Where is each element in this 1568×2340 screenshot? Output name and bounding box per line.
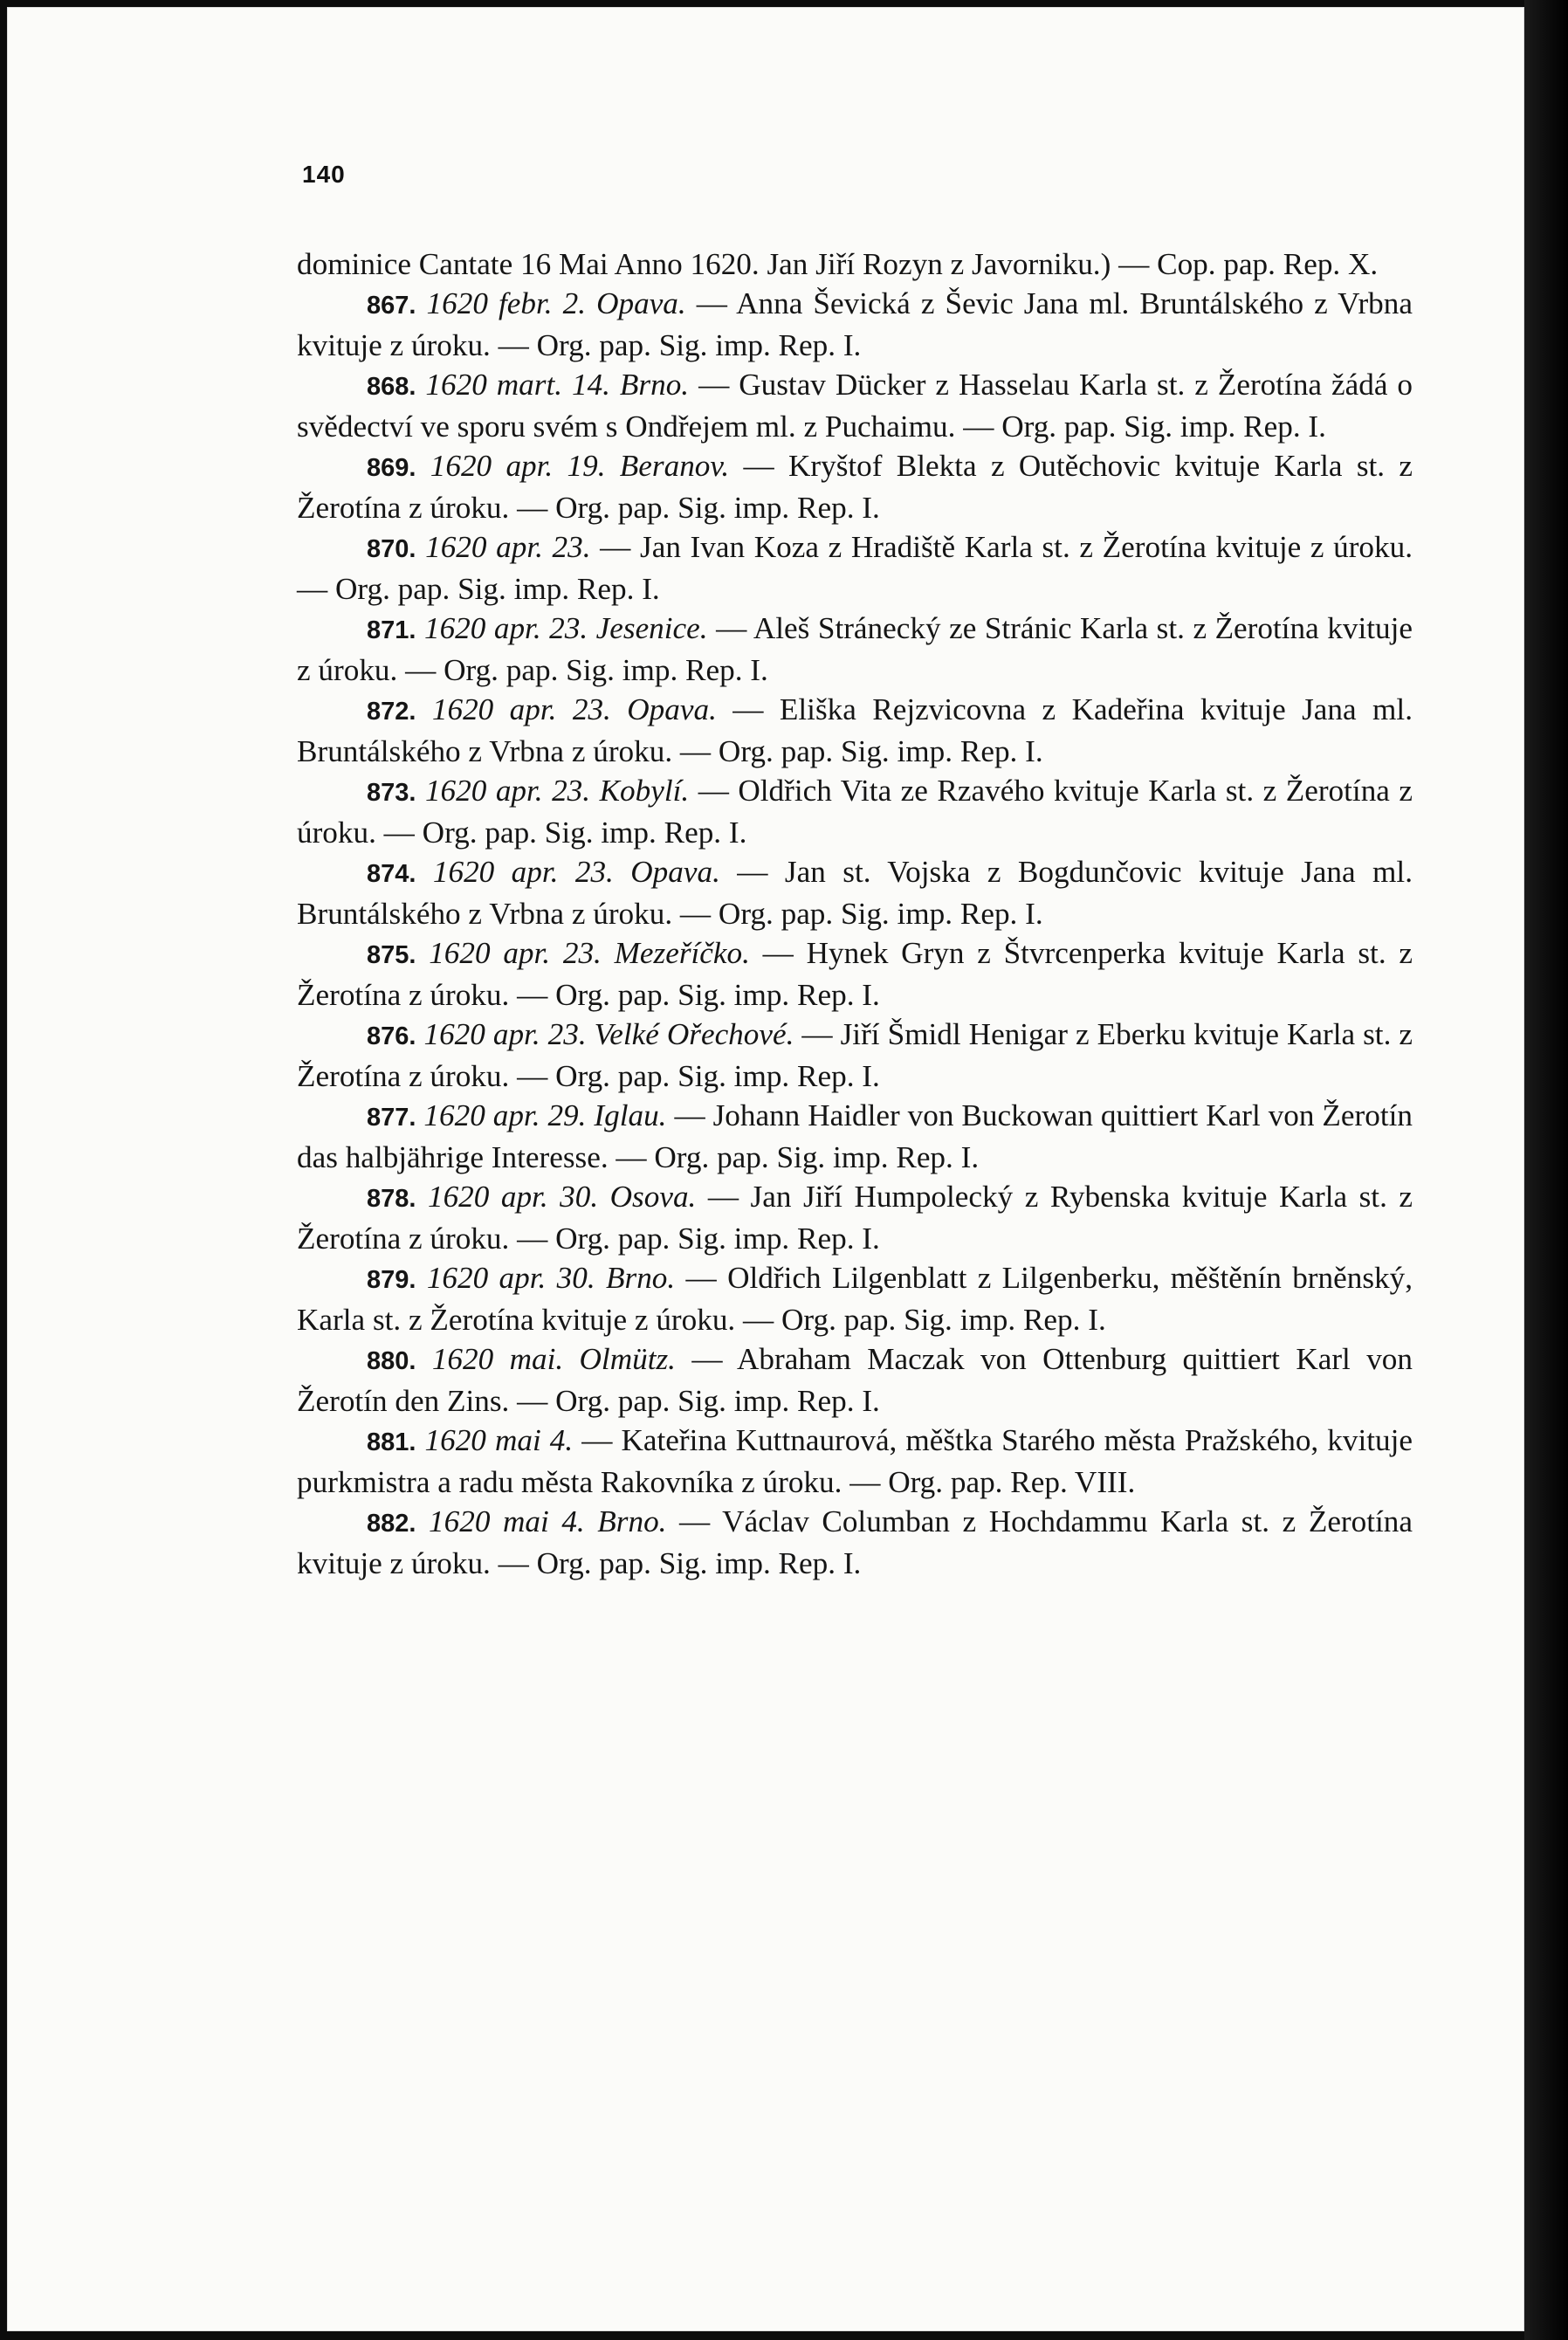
entry-text: — Anna Ševická z Ševic Jana ml. Bruntálského z Vrbna kvituje z úroku. — Org. pap. Sig. imp. Rep. I.	[297, 286, 1413, 362]
entry-text: — Jan Jiří Humpolecký z Rybenska kvituje Karla st. z Žerotína z úroku. — Org. pap. Sig. imp. Rep. I.	[297, 1180, 1413, 1256]
entry-text: — Václav Columban z Hochdammu Karla st. z Žerotína kvituje z úroku. — Org. pap. Sig. imp. Rep. I.	[297, 1504, 1413, 1580]
entry-number: 875.	[367, 941, 416, 969]
entry-878	[297, 1177, 1413, 1258]
entry-text: — Abraham Maczak von Ottenburg quittiert Karl von Žerotín den Zins. — Org. pap. Sig. imp. Rep. I.	[297, 1342, 1413, 1418]
entry-875	[297, 933, 1413, 1015]
entry-date-place: 1620 apr. 23. Kobylí.	[424, 774, 690, 808]
entry-number: 873.	[367, 779, 416, 807]
entry-number: 880.	[367, 1347, 416, 1375]
entry-874	[297, 852, 1413, 933]
entry-text: — Kateřina Kuttnaurová, měštka Starého města Pražského, kvituje purkmistra a radu města Rakovníka z úroku. — Org. pap. Rep. VIII.	[297, 1423, 1413, 1499]
entry-text: — Oldřich Vita ze Rzavého kvituje Karla st. z Žerotína z úroku. — Org. pap. Sig. imp. Rep. I.	[297, 774, 1413, 850]
scan-right-edge	[1524, 0, 1568, 2340]
entry-text: — Jiří Šmidl Henigar z Eberku kvituje Karla st. z Žerotína z úroku. — Org. pap. Sig. imp. Rep. I.	[297, 1017, 1413, 1093]
entry-text: — Eliška Rejzvicovna z Kadeřina kvituje Jana ml. Bruntálského z Vrbna z úroku. — Org. pap. Sig. imp. Rep. I.	[297, 692, 1413, 768]
entry-text: — Jan Ivan Koza z Hradiště Karla st. z Žerotína kvituje z úroku. — Org. pap. Sig. imp. Rep. I.	[297, 530, 1413, 606]
entry-date-place: 1620 apr. 29. Iglau.	[423, 1098, 667, 1132]
entry-date-place: 1620 apr. 30. Brno.	[426, 1261, 676, 1295]
entry-number: 878.	[367, 1185, 416, 1213]
entry-880	[297, 1339, 1413, 1421]
entry-date-place: 1620 mai 4. Brno.	[429, 1504, 667, 1538]
entry-881	[297, 1421, 1413, 1502]
entry-870	[297, 527, 1413, 609]
entry-number: 882.	[367, 1510, 416, 1538]
entry-871	[297, 609, 1413, 690]
entry-text: — Johann Haidler von Buckowan quittiert Karl von Žerotín das halbjährige Interesse. — Org. pap. Sig. imp. Rep. I.	[297, 1098, 1413, 1174]
entry-number: 872.	[367, 698, 416, 726]
entry-date-place: 1620 mai. Olmütz.	[431, 1342, 676, 1376]
entry-number: 876.	[367, 1022, 416, 1050]
entry-879	[297, 1258, 1413, 1339]
entry-date-place: 1620 apr. 23. Opava.	[431, 692, 717, 726]
entry-date-place: 1620 febr. 2. Opava.	[426, 286, 686, 320]
entry-872	[297, 690, 1413, 771]
entry-868	[297, 365, 1413, 446]
entry-date-place: 1620 apr. 23. Opava.	[432, 855, 720, 889]
entry-text: — Gustav Dücker z Hasselau Karla st. z Žerotína žádá o svědectví ve sporu svém s Ondřejem ml. z Puchaimu. — Org. pap. Sig. imp. Rep. I.	[297, 368, 1413, 444]
entry-text: — Oldřich Lilgenblatt z Lilgenberku, měštěnín brněnský, Karla st. z Žerotína kvituje z úroku. — Org. pap. Sig. imp. Rep. I.	[297, 1261, 1413, 1337]
entry-number: 879.	[367, 1266, 416, 1294]
entry-number: 874.	[367, 860, 416, 888]
entry-date-place: 1620 mart. 14. Brno.	[425, 368, 690, 402]
entry-877	[297, 1096, 1413, 1177]
entry-number: 870.	[367, 535, 416, 563]
entry-text: — Hynek Gryn z Štvrcenperka kvituje Karla st. z Žerotína z úroku. — Org. pap. Sig. imp. Rep. I.	[297, 936, 1413, 1012]
entry-date-place: 1620 apr. 23.	[425, 530, 591, 564]
entry-number: 869.	[367, 454, 416, 482]
entry-873	[297, 771, 1413, 852]
entry-date-place: 1620 apr. 19. Beranov.	[430, 449, 730, 483]
entry-number: 871.	[367, 616, 416, 644]
entry-876	[297, 1015, 1413, 1096]
page-text	[297, 244, 1413, 1583]
entry-date-place: 1620 mai 4.	[424, 1423, 574, 1457]
entry-number: 867.	[367, 292, 416, 320]
entry-date-place: 1620 apr. 23. Mezeříčko.	[429, 936, 750, 970]
entry-date-place: 1620 apr. 30. Osova.	[427, 1180, 697, 1214]
entry-867	[297, 284, 1413, 365]
entry-text: — Aleš Stránecký ze Stránic Karla st. z Žerotína kvituje z úroku. — Org. pap. Sig. imp. Rep. I.	[297, 611, 1413, 687]
continuation-paragraph: dominice Cantate 16 Mai Anno 1620. Jan Jiří Rozyn z Javorniku.) — Cop. pap. Rep. X.	[297, 247, 1379, 281]
page-number: 140	[302, 161, 346, 188]
entry-date-place: 1620 apr. 23. Jesenice.	[423, 611, 708, 645]
entry-number: 868.	[367, 373, 416, 401]
entry-869	[297, 446, 1413, 527]
entry-text: — Jan st. Vojska z Bogdunčovic kvituje Jana ml. Bruntálského z Vrbna z úroku. — Org. pap. Sig. imp. Rep. I.	[297, 855, 1413, 931]
entry-number: 877.	[367, 1104, 416, 1132]
entry-text: — Kryštof Blekta z Outěchovic kvituje Karla st. z Žerotína z úroku. — Org. pap. Sig. imp. Rep. I.	[297, 449, 1413, 525]
entry-882	[297, 1502, 1413, 1583]
entry-date-place: 1620 apr. 23. Velké Ořechové.	[423, 1017, 794, 1051]
entry-number: 881.	[367, 1428, 416, 1456]
